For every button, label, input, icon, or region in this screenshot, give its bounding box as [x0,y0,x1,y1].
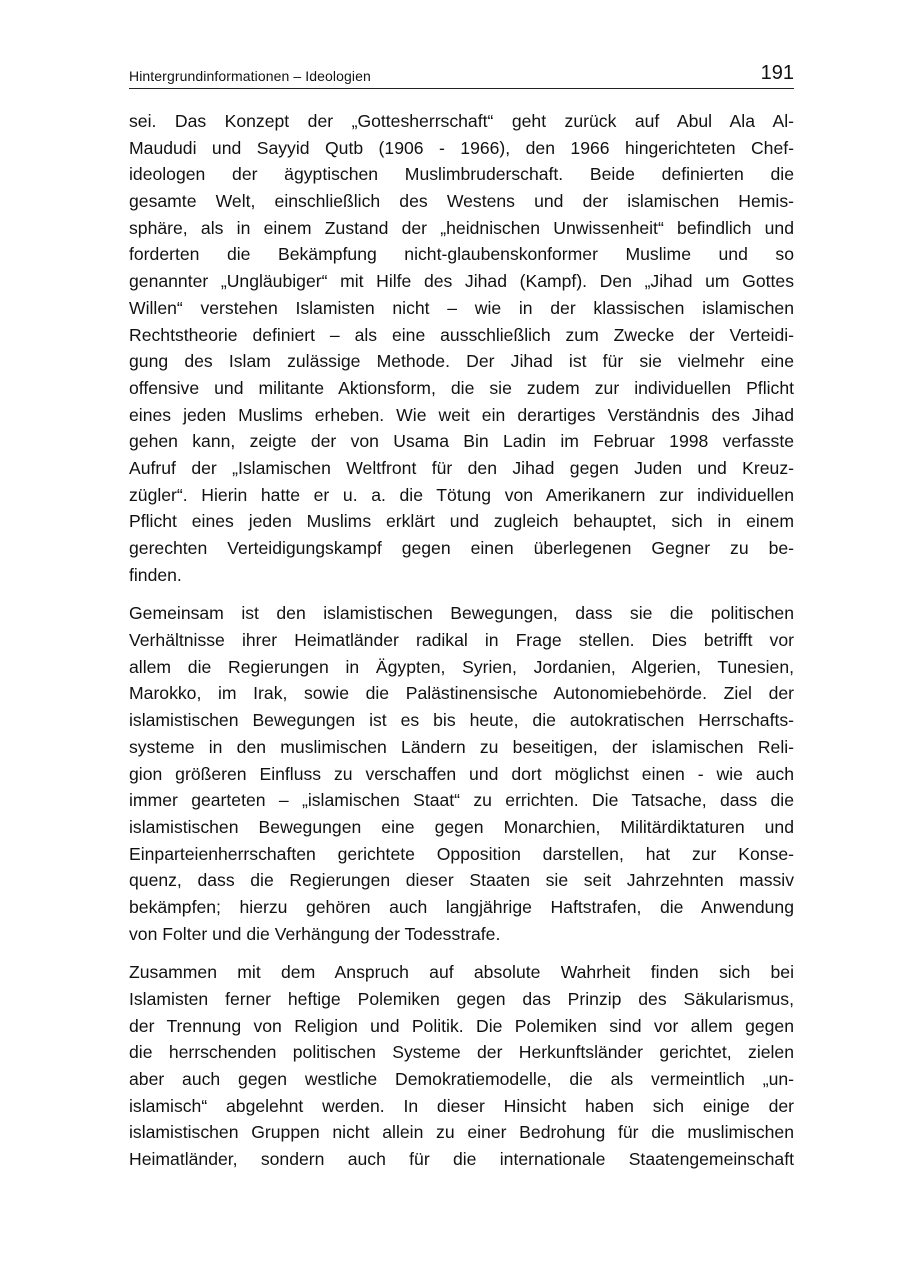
text-line: quenz, dass die Regierungen dieser Staaten sie seit Jahrzehnten massiv [129,870,794,891]
page-header [129,58,794,89]
running-title: Hintergrundinformationen – Ideologien [129,68,371,84]
text-line: systeme in den muslimischen Ländern zu beseitigen, der islamischen Reli- [129,736,794,757]
text-line: Rechtstheorie definiert – als eine ausschließlich zum Zwecke der Verteidi- [129,324,794,345]
text-line: gerechten Verteidigungskampf gegen einen überlegenen Gegner zu be- [129,538,794,558]
page-number: 191 [760,62,794,84]
text-line: offensive und militante Aktionsform, die sie zudem zur individuellen Pflicht [129,377,794,398]
text-line: islamistischen Bewegungen eine gegen Monarchien, Militärdiktaturen und [129,816,794,837]
text-line: Marokko, im Irak, sowie die Palästinensische Autonomiebehörde. Ziel der [129,683,794,704]
text-line: bekämpfen; hierzu gehören auch langjährige Haftstrafen, die Anwendung [129,896,794,917]
text-line: von Folter und die Verhängung der Todesstrafe. [129,923,501,944]
text-line: finden. [129,564,182,585]
text-line: Willen“ verstehen Islamisten nicht – wie in der klassischen islamischen [129,297,794,318]
text-line: forderten die Bekämpfung nicht-glaubenskonformer Muslime und so [129,244,794,265]
text-line: Islamisten ferner heftige Polemiken gegen das Prinzip des Säkularismus, [129,989,794,1009]
paragraph [129,108,794,588]
body-text [129,108,794,1185]
text-line: genannter „Ungläubiger“ mit Hilfe des Jihad (Kampf). Den „Jihad um Gottes [129,271,794,292]
text-line: aber auch gegen westliche Demokratiemodelle, die als vermeintlich „un- [129,1069,794,1090]
text-line: Verhältnisse ihrer Heimatländer radikal in Frage stellen. Dies betrifft vor [129,630,794,651]
text-line: Gemeinsam ist den islamistischen Bewegungen, dass sie die politischen [129,603,794,624]
text-line: allem die Regierungen in Ägypten, Syrien, Jordanien, Algerien, Tunesien, [129,656,794,677]
text-line: Heimatländer, sondern auch für die internationale Staatengemeinschaft [129,1149,794,1170]
paragraph [129,959,794,1173]
text-line: gion größeren Einfluss zu verschaffen und dort möglichst einen - wie auch [129,763,794,784]
text-line: zügler“. Hierin hatte er u. a. die Tötung von Amerikanern zur individuellen [129,484,794,505]
text-line: gesamte Welt, einschließlich des Westens und der islamischen Hemis- [129,191,794,212]
text-line: eines jeden Muslims erheben. Wie weit ein derartiges Verständnis des Jihad [129,404,794,425]
text-line: islamistischen Gruppen nicht allein zu einer Bedrohung für die muslimischen [129,1122,794,1143]
text-line: der Trennung von Religion und Politik. Die Polemiken sind vor allem gegen [129,1015,794,1036]
text-line: ideologen der ägyptischen Muslimbruderschaft. Beide definierten die [129,164,794,185]
text-line: Maududi und Sayyid Qutb (1906 - 1966), den 1966 hingerichteten Chef- [129,137,794,158]
paragraph [129,600,794,947]
text-line: Einparteienherrschaften gerichtete Opposition darstellen, hat zur Konse- [129,843,794,864]
text-line: gung des Islam zulässige Methode. Der Jihad ist für sie vielmehr eine [129,351,794,372]
text-line: die herrschenden politischen Systeme der Herkunftsländer gerichtet, zielen [129,1042,794,1063]
text-line: Aufruf der „Islamischen Weltfront für den Jihad gegen Juden und Kreuz- [129,457,794,478]
text-line: gehen kann, zeigte der von Usama Bin Ladin im Februar 1998 verfasste [129,431,794,452]
text-line: islamistischen Bewegungen ist es bis heute, die autokratischen Herrschafts- [129,710,794,731]
text-line: immer gearteten – „islamischen Staat“ zu errichten. Die Tatsache, dass die [129,790,794,811]
text-line: sei. Das Konzept der „Gottesherrschaft“ geht zurück auf Abul Ala Al- [129,111,794,131]
text-line: islamisch“ abgelehnt werden. In dieser Hinsicht haben sich einige der [129,1095,794,1116]
text-line: Pflicht eines jeden Muslims erklärt und zugleich behauptet, sich in einem [129,511,794,532]
text-line: Zusammen mit dem Anspruch auf absolute Wahrheit finden sich bei [129,962,794,983]
text-line: sphäre, als in einem Zustand der „heidnischen Unwissenheit“ befindlich und [129,217,794,238]
